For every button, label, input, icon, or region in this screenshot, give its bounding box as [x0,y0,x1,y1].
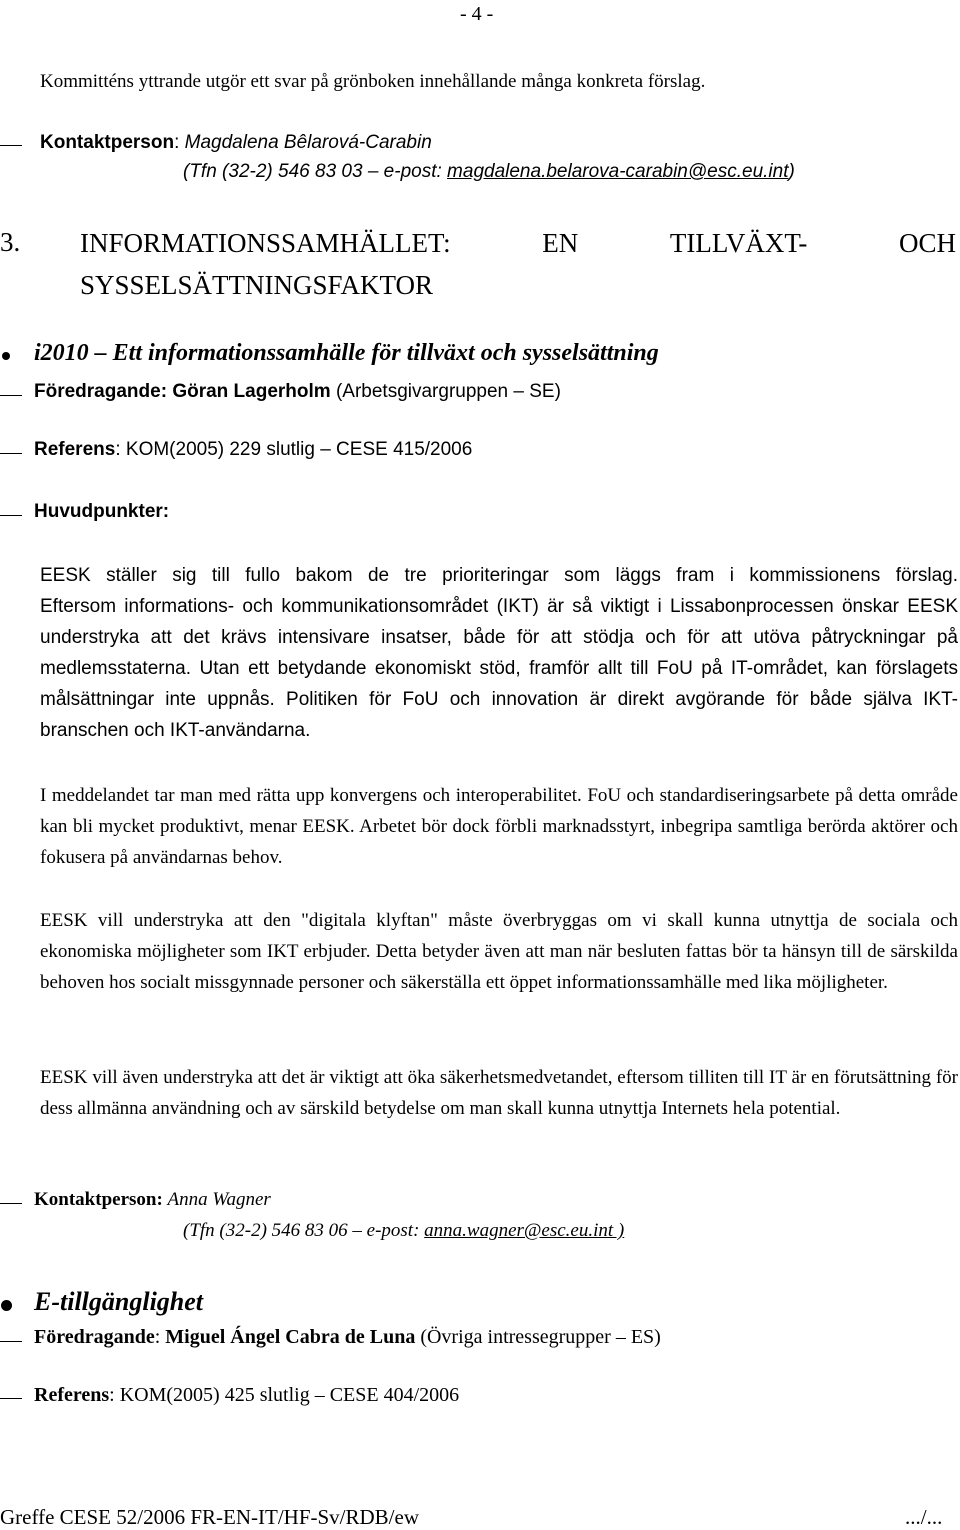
rapporteur-line [34,381,561,403]
reference-value: KOM(2005) 425 slutlig – CESE 404/2006 [119,1384,460,1406]
dash-marker [0,1398,22,1399]
reference-line [34,439,472,461]
intro-sentence: Kommitténs yttrande utgör ett svar på grönboken innehållande många konkreta förslag. [40,71,706,92]
dash-marker [0,395,22,396]
rapporteur-name: Göran Lagerholm [172,381,331,402]
keypoints-label: Huvudpunkter: [34,501,170,522]
footer-continuation: .../... [905,1505,943,1529]
reference-colon: : [109,1384,115,1406]
section-title-line2: SYSSELSÄTTNINGSFAKTOR [80,270,434,300]
reference-line [34,1384,459,1407]
contact-name: Magdalena Bêlarová-Carabin [184,132,432,153]
paragraph-text: Eftersom informations- och kommunikationsområdet (IKT) är så viktigt i Lissabonprocessen önskar EESK understryka att det krävs intensivare insatser, både för att stödja och för att utöva påtryckningar på medlemsstaterna. Utan ett betydande ekonomiskt stöd, framför allt till FoU på IT-området, kan förslagets målsättningar inte uppnås. Politiken för FoU och innovation är direkt avgörande för både själva IKT-branschen och IKT-användarna. [40,596,958,741]
contact-details-text: (Tfn (32-2) 546 83 03 – e-post: [183,161,448,182]
section-number: 3. [0,227,21,257]
paragraph: EESK vill även understryka att det är viktigt att öka säkerhetsmedvetandet, eftersom tilliten till IT är en förutsättning för dess allmänna användning och av särskild betydelse om man skall kunna utnyttja Internets hela potential. [40,1067,958,1119]
bullet-icon [2,352,10,360]
section-title-word: OCH [898,228,956,258]
item-title: i2010 – Ett informationssamhälle för tillväxt och sysselsättning [34,340,659,366]
contact-name: Anna Wagner [167,1189,271,1210]
rapporteur-colon: : [154,1326,161,1348]
contact-details [183,1220,624,1242]
section-title-word: INFORMATIONSSAMHÄLLET: [80,228,451,258]
contact-details [183,161,795,183]
contact-details-text: (Tfn (32-2) 546 83 06 – e-post: [183,1220,425,1241]
keypoints-paragraph [40,560,958,746]
contact-line [34,1189,271,1211]
dash-marker [0,1203,22,1204]
rapporteur-name: Miguel Ángel Cabra de Luna [165,1326,416,1348]
rapporteur-label: Föredragande: [34,381,168,402]
section-title [80,222,956,306]
reference-label: Referens [34,439,116,460]
contact-colon: : [156,1189,163,1210]
item-title: E-tillgänglighet [34,1287,204,1316]
contact-colon: : [174,132,180,153]
rapporteur-line [34,1326,661,1349]
contact-email-link[interactable]: anna.wagner@esc.eu.int ) [424,1220,625,1241]
dash-marker [0,1341,22,1342]
reference-colon: : [115,439,121,460]
reference-label: Referens [34,1384,110,1406]
rapporteur-group: (Övriga intressegrupper – ES) [420,1326,661,1348]
contact-line [40,132,432,154]
paragraph: I meddelandet tar man med rätta upp konvergens och interoperabilitet. FoU och standardiseringsarbete på detta område kan bli mycket produktivt, menar EESK. Arbetet bör dock förbli marknadsstyrt, inbegripa samtliga berörda aktörer och fokusera på användarnas behov. [40,785,958,868]
dash-marker [0,145,22,146]
dash-marker [0,453,22,454]
footer-doc-ref: Greffe CESE 52/2006 FR-EN-IT/HF-Sv/RDB/ew [0,1505,420,1529]
rapporteur-label: Föredragande [34,1326,155,1348]
paragraph: EESK vill understryka att den "digitala klyftan" måste överbryggas om vi skall kunna utnyttja de sociala och ekonomiska möjligheter som IKT erbjuder. Detta betyder även att man när besluten fattas bör ta hänsyn till de särskilda behoven hos socialt missgynnade personer och säkerställa ett öppet informationssamhälle med lika möjligheter. [40,910,958,993]
section-title-word: EN [542,228,579,258]
section-title-word: TILLVÄXT- [669,228,808,258]
bullet-icon [1,1300,12,1311]
contact-label: Kontaktperson [34,1189,157,1210]
page-number: - 4 - [460,3,494,25]
contact-label: Kontaktperson [40,132,175,153]
contact-email-link[interactable]: magdalena.belarova-carabin@esc.eu.int [447,161,789,182]
paragraph-text: EESK ställer sig till fullo bakom de tre prioriteringar som läggs fram i kommissionens förslag. [40,565,958,586]
rapporteur-group: (Arbetsgivargruppen – SE) [335,381,561,402]
reference-value: KOM(2005) 229 slutlig – CESE 415/2006 [125,439,473,460]
contact-details-close: ) [788,161,795,182]
dash-marker [0,515,22,516]
